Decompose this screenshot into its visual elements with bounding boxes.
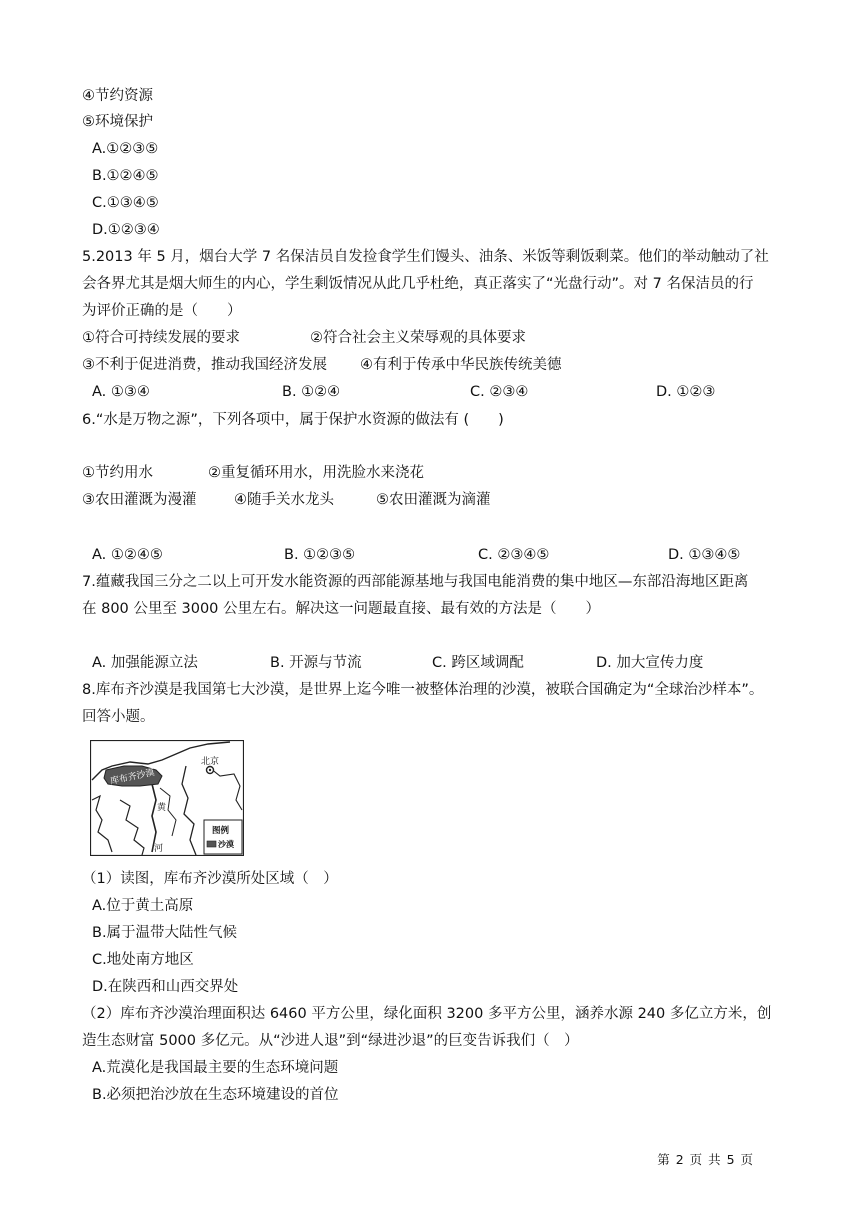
q6-statement-2: ②重复循环用水，用洗脸水来浇花 [208, 465, 424, 481]
q6-stem: 6.“水是万物之源”，下列各项中，属于保护水资源的做法有 ( ) [82, 412, 504, 428]
q6-option-d: D. ①③④⑤ [668, 547, 741, 563]
q7-option-c: C. 跨区域调配 [432, 655, 524, 671]
prev-statement-4: ④节约资源 [82, 88, 153, 104]
q5-option-d: D. ①②③ [656, 384, 716, 400]
q8-sub1-option-d: D.在陕西和山西交界处 [92, 979, 239, 995]
q5-option-b: B. ①②④ [282, 384, 341, 400]
river-label-2: 河 [154, 844, 164, 854]
kubuqi-desert-map [90, 740, 244, 856]
page-number: 第 2 页 共 5 页 [657, 1152, 754, 1167]
q6-statement-4: ④随手关水龙头 [234, 492, 334, 508]
prev-statement-5: ⑤环境保护 [82, 114, 153, 130]
q7-option-b: B. 开源与节流 [270, 655, 362, 671]
desert-label: 库布齐沙漠 [109, 767, 156, 788]
q8-sub2-option-a: A.荒漠化是我国最主要的生态环境问题 [92, 1060, 339, 1076]
prev-option-a: A.①②③⑤ [92, 141, 159, 157]
q5-stem-line2: 会各界尤其是烟大师生的内心，学生剩饭情况从此几乎杜绝，真正落实了“光盘行动”。对 7 名保洁员的行 [82, 276, 754, 292]
q8-sub2-stem-line2: 造生态财富 5000 多亿元。从“沙进人退”到“绿进沙退”的巨变告诉我们（ ） [82, 1033, 579, 1049]
beijing-label: 北京 [201, 757, 220, 767]
q5-stem-line3: 为评价正确的是（ ） [82, 303, 242, 319]
legend-desert-label: 沙漠 [218, 840, 234, 849]
prev-option-d: D.①②③④ [92, 222, 160, 238]
q8-sub1-option-b: B.属于温带大陆性气候 [92, 925, 238, 941]
prev-option-b: B.①②④⑤ [92, 168, 159, 184]
q6-option-b: B. ①②③⑤ [284, 547, 356, 563]
q7-option-a: A. 加强能源立法 [92, 655, 198, 671]
q7-stem-line1: 7.蕴藏我国三分之二以上可开发水能资源的西部能源基地与我国电能消费的集中地区—东部沿海地区距离 [82, 574, 749, 590]
q8-stem-line1: 8.库布齐沙漠是我国第七大沙漠，是世界上迄今唯一被整体治理的沙漠，被联合国确定为“全球治沙样本”。 [82, 682, 764, 698]
q5-option-c: C. ②③④ [470, 384, 529, 400]
legend-desert-swatch [207, 841, 216, 847]
q7-option-d: D. 加大宣传力度 [596, 655, 704, 671]
q5-statement-3: ③不利于促进消费，推动我国经济发展 [82, 357, 327, 373]
q5-stem-line1: 5.2013 年 5 月，烟台大学 7 名保洁员自发捡食学生们馒头、油条、米饭等剩饭剩菜。他们的举动触动了社 [82, 249, 769, 265]
q6-option-c: C. ②③④⑤ [478, 547, 550, 563]
q5-statement-1: ①符合可持续发展的要求 [82, 330, 240, 346]
q8-sub2-stem-line1: （2）库布齐沙漠治理面积达 6460 平方公里，绿化面积 3200 多平方公里，涵养水源 240 多亿立方米，创 [82, 1006, 772, 1022]
river-label-1: 黄 [157, 803, 167, 813]
q8-sub1-stem: （1）读图，库布齐沙漠所处区域（ ） [82, 871, 338, 887]
q8-sub1-option-c: C.地处南方地区 [92, 952, 194, 968]
q6-option-a: A. ①②④⑤ [92, 547, 163, 563]
prev-option-c: C.①③④⑤ [92, 195, 159, 211]
q7-stem-line2: 在 800 公里至 3000 公里左右。解决这一问题最直接、最有效的方法是（ ） [82, 601, 601, 617]
q8-sub2-option-b: B.必须把治沙放在生态环境建设的首位 [92, 1087, 339, 1103]
q5-statement-4: ④有利于传承中华民族传统美德 [360, 357, 562, 373]
q5-statement-2: ②符合社会主义荣辱观的具体要求 [310, 330, 526, 346]
legend-title: 图例 [212, 826, 230, 836]
q6-statement-1: ①节约用水 [82, 465, 153, 481]
q6-statement-5: ⑤农田灌溉为滴灌 [376, 492, 491, 508]
q6-statement-3: ③农田灌溉为漫灌 [82, 492, 197, 508]
q8-stem-line2: 回答小题。 [82, 709, 155, 725]
q8-sub1-option-a: A.位于黄土高原 [92, 898, 194, 914]
q5-option-a: A. ①③④ [92, 384, 150, 400]
